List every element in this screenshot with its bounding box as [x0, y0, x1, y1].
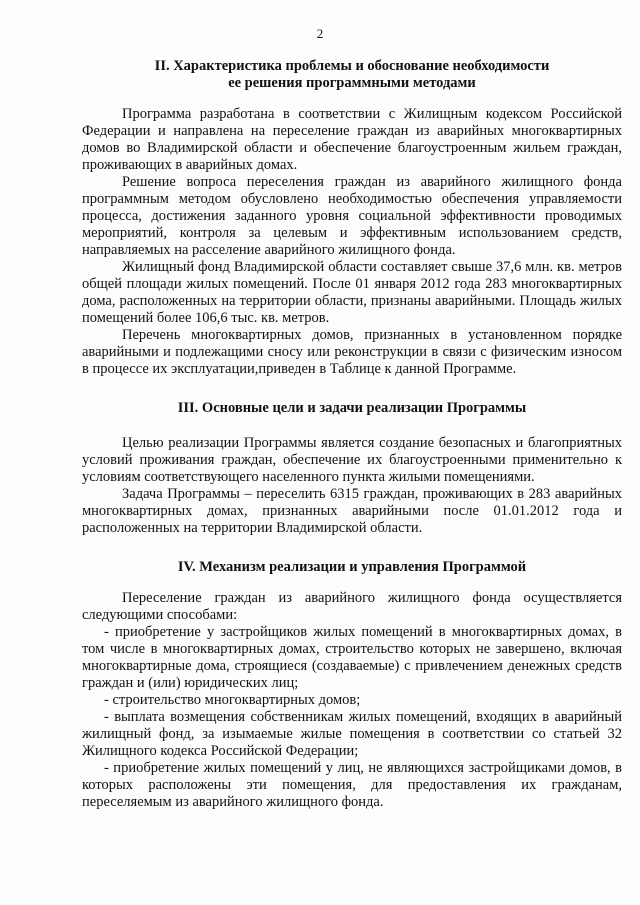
section-4-item-1: - приобретение у застройщиков жилых помещений в многоквартирных домах, в том числе в многоквартирных домах, строительство которых не завершено, включая многоквартирные дома, строящиеся (создаваемые) с привлечением денежных средств граждан и (или) юридических лиц;	[82, 624, 622, 691]
section-2-title-line-1: II. Характеристика проблемы и обоснование необходимости	[154, 58, 550, 74]
section-2-paragraph-2: Решение вопроса переселения граждан из аварийного жилищного фонда программным методом обусловлено необходимостью обеспечения управляемости процесса, достижения заданного уровня социальной эффективности проводимых мероприятий, контроля за целевым и эффективным использованием средств, направляемых на расселение аварийного жилищного фонда.	[82, 174, 622, 258]
section-4-item-4: - приобретение жилых помещений у лиц, не являющихся застройщиками домов, в которых расположены эти помещения, для предоставления их гражданам, переселяемым из аварийного жилищного фонда.	[82, 760, 622, 810]
section-3-paragraph-1: Целью реализации Программы является создание безопасных и благоприятных условий проживания граждан, обеспечение их благоустроенными применительно к условиям соответствующего населенного пункта жилыми помещениями.	[82, 435, 622, 485]
section-2-paragraph-3: Жилищный фонд Владимирской области составляет свыше 37,6 млн. кв. метров общей площади жилых помещений. После 01 января 2012 года 283 многоквартирных дома, расположенных на территории области, признаны аварийными. Площадь жилых помещений более 106,6 тыс. кв. метров.	[82, 259, 622, 326]
section-4-item-3: - выплата возмещения собственникам жилых помещений, входящих в аварийный жилищный фонд, за изымаемые жилые помещения в соответствии со статьей 32 Жилищного кодекса Российской Федерации;	[82, 709, 622, 759]
section-4-intro: Переселение граждан из аварийного жилищного фонда осуществляется следующими способами:	[82, 590, 622, 623]
section-4-title: IV. Механизм реализации и управления Программой	[177, 559, 527, 575]
section-2-paragraph-4: Перечень многоквартирных домов, признанных в установленном порядке аварийными и подлежащими сносу или реконструкции в связи с физическим износом в процессе их эксплуатации,приведен в Таблице к данной Программе.	[82, 327, 622, 377]
section-2-heading	[82, 58, 622, 92]
section-3-title: III. Основные цели и задачи реализации Программы	[177, 400, 527, 416]
section-3-paragraph-2: Задача Программы – переселить 6315 граждан, проживающих в 283 аварийных многоквартирных домах, признанных аварийными после 01.01.2012 года и расположенных на территории Владимирской области.	[82, 486, 622, 536]
page-number: 2	[316, 26, 324, 41]
section-2-title-line-2: ее решения программными методами	[228, 75, 476, 91]
document-content	[82, 58, 622, 811]
section-2-paragraph-1: Программа разработана в соответствии с Жилищным кодексом Российской Федерации и направлена на переселение граждан из аварийных многоквартирных домов во Владимирской области и обеспечение благоустроенным жильем граждан, проживающих в аварийных домах.	[82, 106, 622, 173]
section-4-item-2: - строительство многоквартирных домов;	[104, 692, 361, 708]
